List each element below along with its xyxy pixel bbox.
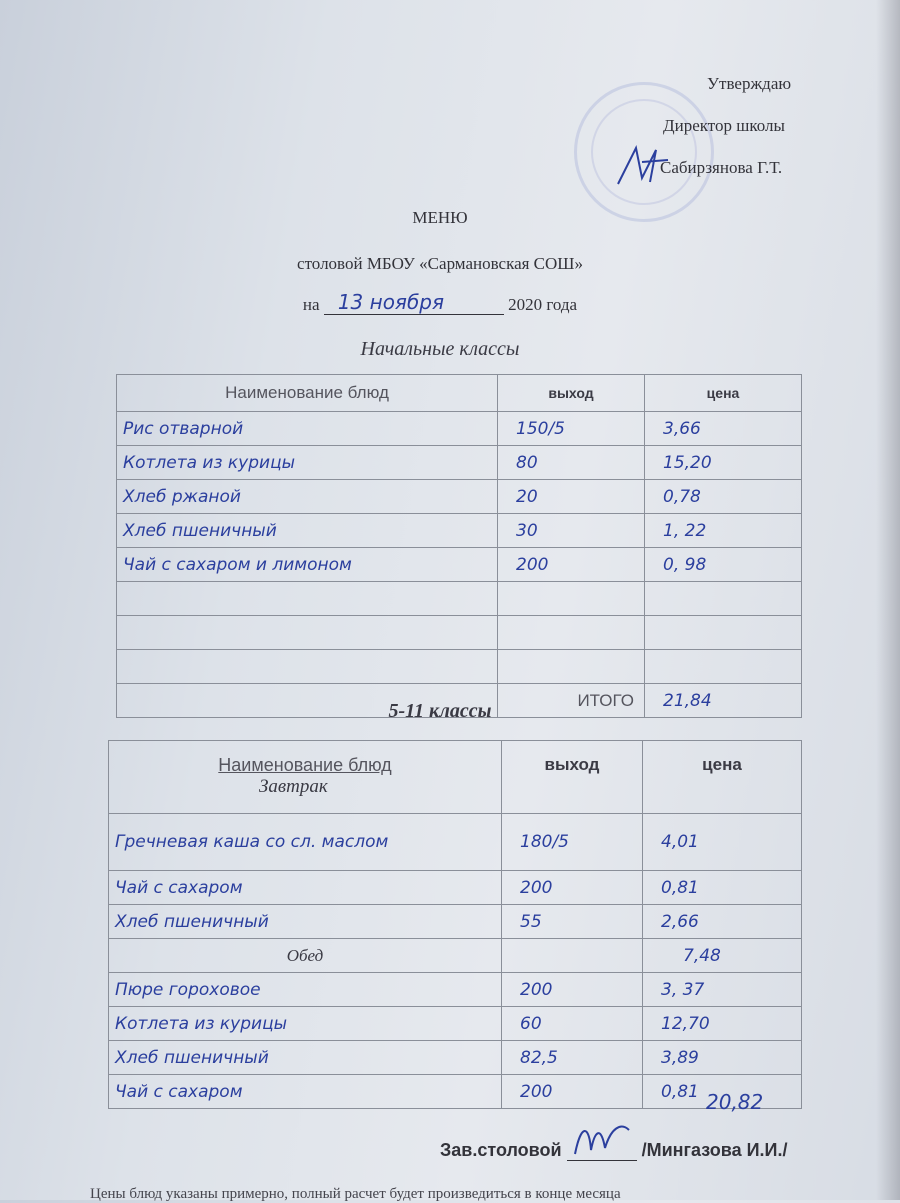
price-note: Цены блюд указаны примерно, полный расчет будет произведиться в конце месяца: [90, 1186, 621, 1202]
table-row: [117, 446, 802, 480]
dish-name: Котлета из курицы: [117, 446, 498, 480]
dish-yield: 30: [498, 514, 645, 548]
table-row: [109, 1041, 802, 1075]
dish-name: Хлеб пшеничный: [117, 514, 498, 548]
dish-name: Хлеб ржаной: [117, 480, 498, 514]
dish-price: 12,70: [643, 1007, 802, 1041]
manager-signature: [571, 1120, 633, 1160]
table-row: [109, 1007, 802, 1041]
director-name: Сабирзянова Г.Т.: [660, 158, 783, 177]
header-yield: выход: [498, 375, 645, 412]
dish-price: 1, 22: [645, 514, 802, 548]
menu-date-line: [0, 290, 880, 315]
dish-yield: 150/5: [498, 412, 645, 446]
senior-section-title: 5-11 классы: [388, 700, 492, 722]
header-price: цена: [643, 741, 802, 814]
table-row: [117, 412, 802, 446]
date-suffix: 2020 года: [508, 295, 578, 314]
total-label: ИТОГО: [498, 684, 645, 718]
dish-name: Рис отварной: [117, 412, 498, 446]
dish-yield: 200: [502, 1075, 643, 1109]
dish-name: Хлеб пшеничный: [109, 905, 502, 939]
breakfast-total: 7,48: [643, 939, 802, 973]
canteen-name: столовой МБОУ «Сармановская СОШ»: [297, 254, 583, 273]
header-dish: Наименование блюд: [218, 755, 392, 775]
breakfast-label: Завтрак: [259, 776, 328, 797]
page-edge-shadow: [876, 0, 900, 1200]
dish-name: Чай с сахаром: [109, 871, 502, 905]
table-row: [109, 905, 802, 939]
dish-yield: 200: [498, 548, 645, 582]
senior-menu-table: [108, 740, 802, 1109]
dish-name: Чай с сахаром и лимоном: [117, 548, 498, 582]
director-title: Директор школы: [663, 116, 785, 135]
dish-price: 3,66: [645, 412, 802, 446]
table-row: [117, 514, 802, 548]
manager-name: /Мингазова И.И./: [641, 1140, 788, 1160]
manager-label: Зав.столовой: [440, 1140, 562, 1160]
table-header-row: [109, 741, 802, 814]
lunch-total: 20,82: [706, 1090, 764, 1114]
dish-price: 0,81: [643, 1075, 802, 1109]
header-price: цена: [645, 375, 802, 412]
manager-signature-field: [567, 1142, 637, 1161]
dish-name: Гречневая каша со сл. маслом: [109, 814, 502, 871]
dish-name: Пюре гороховое: [109, 973, 502, 1007]
approve-label: Утверждаю: [707, 74, 792, 93]
dish-yield: 20: [498, 480, 645, 514]
dish-price: 3,89: [643, 1041, 802, 1075]
dish-yield: 55: [502, 905, 643, 939]
date-value: 13 ноября: [337, 290, 445, 314]
table-row: [109, 973, 802, 1007]
date-field: [324, 290, 504, 315]
header-cell-dish: [109, 741, 502, 814]
dish-yield: 200: [502, 871, 643, 905]
dish-name: Чай с сахаром: [109, 1075, 502, 1109]
table-row: [109, 814, 802, 871]
primary-section-title: Начальные классы: [360, 338, 520, 360]
table-row: [109, 1075, 802, 1109]
dish-price: 0, 98: [645, 548, 802, 582]
dish-yield: 60: [502, 1007, 643, 1041]
menu-title: МЕНЮ: [412, 208, 468, 227]
dish-price: 15,20: [645, 446, 802, 480]
empty-row: [117, 650, 802, 684]
dish-price: 0,78: [645, 480, 802, 514]
table-row: [117, 548, 802, 582]
dish-price: 4,01: [643, 814, 802, 871]
table-header-row: [117, 375, 802, 412]
table-row: [109, 871, 802, 905]
empty-row: [117, 582, 802, 616]
empty-row: [117, 616, 802, 650]
header-yield: выход: [502, 741, 643, 814]
dish-price: 2,66: [643, 905, 802, 939]
dish-price: 3, 37: [643, 973, 802, 1007]
dish-yield: 200: [502, 973, 643, 1007]
dish-price: 0,81: [643, 871, 802, 905]
dish-yield: 180/5: [502, 814, 643, 871]
primary-menu-table: [116, 374, 802, 718]
dish-name: Котлета из курицы: [109, 1007, 502, 1041]
dish-name: Хлеб пшеничный: [109, 1041, 502, 1075]
lunch-label: Обед: [109, 939, 502, 973]
dish-yield: 82,5: [502, 1041, 643, 1075]
total-value: 21,84: [645, 684, 802, 718]
lunch-header-row: [109, 939, 802, 973]
date-prefix: на: [302, 295, 320, 314]
table-row: [117, 480, 802, 514]
header-dish: Наименование блюд: [117, 375, 498, 412]
dish-yield: 80: [498, 446, 645, 480]
manager-signature-line: [440, 1140, 787, 1161]
